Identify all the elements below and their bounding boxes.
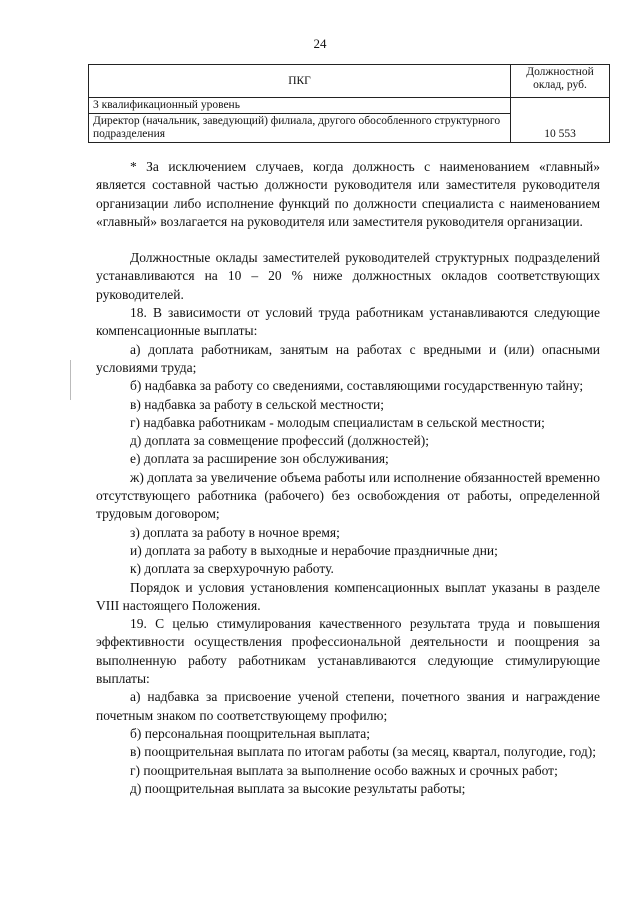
paragraph: 18. В зависимости от условий труда работникам устанавливаются следующие компенсационные выплаты: [96,305,600,339]
header-pkg: ПКГ [89,65,511,98]
qualification-level-cell: 3 квалификационный уровень [89,98,511,114]
list-item: а) надбавка за присвоение ученой степени, почетного звания и награждение почетным знаком по соответствующему профилю; [96,689,600,723]
paragraph: 19. С целью стимулирования качественного результата труда и повышения эффективности осуществления профессиональной деятельности и поощрения за выполненную работу работникам устанавливаются следующие стимулирующие выплаты: [96,616,600,687]
page-number: 24 [313,36,327,51]
salary-table [88,64,610,143]
table-header-row [89,65,610,98]
list-item: и) доплата за работу в выходные и нерабочие праздничные дни; [130,542,498,558]
list-item: в) поощрительная выплата по итогам работы (за месяц, квартал, полугодие, год); [130,744,597,760]
list-item: а) доплата работникам, занятым на работах с вредными и (или) опасными условиями труда; [96,341,600,375]
list-item: б) персональная поощрительная выплата; [130,725,371,741]
list-item: д) доплата за совмещение профессий (должностей); [130,433,429,449]
list-item: е) доплата за расширение зон обслуживания; [130,451,389,467]
paragraph: Порядок и условия установления компенсационных выплат указаны в разделе VIII настоящего Положения. [96,579,600,613]
footnote-paragraph: * За исключением случаев, когда должность с наименованием «главный» является составной частью должности руководителя или заместителя руководителя организации либо исполнение функций по должности специалиста с наименованием «главный» возлагается на руководителя или заместителя руководителя организации. [96,159,600,229]
position-cell: Директор (начальник, заведующий) филиала, другого обособленного структурного подразделения [89,114,511,143]
table-row [89,98,610,114]
margin-mark [70,360,71,400]
document-body [96,158,600,798]
header-salary: Должностной оклад, руб. [511,65,610,98]
list-item: д) поощрительная выплата за высокие результаты работы; [130,780,466,796]
list-item: к) доплата за сверхурочную работу. [130,561,334,577]
list-item: ж) доплата за увеличение объема работы или исполнение обязанностей временно отсутствующего работника (рабочего) без освобождения от работы, определенной трудовым договором; [96,469,600,522]
list-item: г) поощрительная выплата за выполнение особо важных и срочных работ; [130,762,558,778]
list-item: г) надбавка работникам - молодым специалистам в сельской местности; [130,414,545,430]
list-item: в) надбавка за работу в сельской местности; [130,396,384,412]
salary-value-cell: 10 553 [511,98,610,143]
paragraph: Должностные оклады заместителей руководителей структурных подразделений устанавливаются на 10 – 20 % ниже должностных окладов соответствующих руководителей. [96,250,600,302]
list-item: б) надбавка за работу со сведениями, составляющими государственную тайну; [130,378,584,394]
list-item: з) доплата за работу в ночное время; [130,524,340,540]
